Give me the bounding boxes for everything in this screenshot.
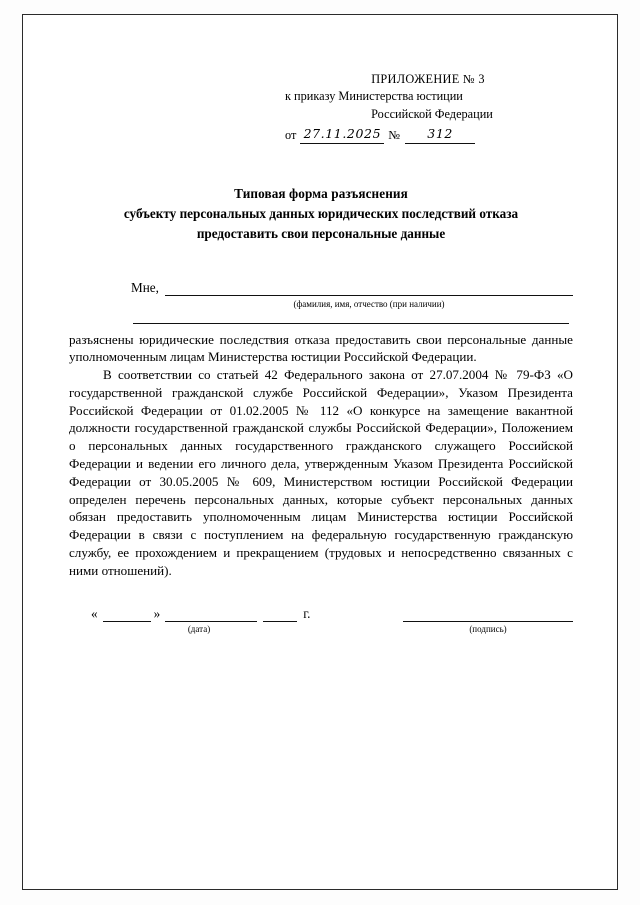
quote-open: «: [91, 605, 98, 621]
body-paragraph-1: разъяснены юридические последствия отказа предоставить свои персональные данные уполномоченным лицам Министерства юстиции Российской Федерации.: [69, 331, 573, 365]
fullname-input[interactable]: [165, 282, 573, 296]
secondary-rule: [133, 323, 569, 324]
quote-close: »: [153, 605, 161, 621]
signature-captions: [69, 624, 573, 634]
fullname-caption: (фамилия, имя, отчество (при наличии): [293, 298, 445, 309]
appendix-date-number-row: [277, 125, 573, 144]
title-line-3: предоставить свои персональные данные: [196, 225, 446, 241]
number-value[interactable]: 312: [405, 125, 475, 144]
body-paragraph-2: В соответствии со статьей 42 Федерального закона от 27.07.2004 № 79-ФЗ «О государственной гражданской службе Российской Федерации», Указом Президента Российской Федерации от 01.02.2005 № 112 «О конкурсе на замещение вакантной должности государственной гражданской службы Российской Федерации», Положением о персональных данных государственного гражданского служащего Российской Федерации и ведении его личного дела, утвержденным Указом Президента Российской Федерации от 30.05.2005 № 609, Министерством юстиции Российской Федерации определен перечень персональных данных, которые субъект персональных данных обязан предоставить уполномоченным лицам Министерства юстиции Российской Федерации в связи с поступлением на федеральную государственную гражданскую службу, ее прохождением и прекращением (трудовых и непосредственно связанных с ними отношений).: [69, 367, 573, 578]
year-suffix: г.: [303, 605, 311, 621]
title-line-2: субъекту персональных данных юридических последствий отказа: [123, 205, 519, 221]
caption-spacer: [297, 624, 403, 634]
document-title: [69, 184, 573, 243]
document-content: [69, 71, 573, 634]
number-label: №: [388, 127, 401, 142]
appendix-order-line2: Российской Федерации: [371, 106, 493, 121]
date-value[interactable]: 27.11.2025: [300, 125, 384, 144]
appendix-header: [277, 71, 573, 144]
signature-row: [69, 606, 573, 622]
document-sheet: [22, 14, 618, 890]
signature-caption: (подпись): [469, 623, 507, 634]
document-body: [69, 331, 573, 580]
fullname-field-row: [69, 280, 573, 296]
signature-input[interactable]: [403, 608, 573, 622]
title-line-1: Типовая форма разъяснения: [234, 186, 408, 202]
year-input[interactable]: [263, 621, 297, 622]
day-input[interactable]: [103, 621, 151, 622]
month-input[interactable]: [165, 621, 257, 622]
appendix-number: ПРИЛОЖЕНИЕ № 3: [371, 72, 485, 86]
date-caption: (дата): [187, 623, 211, 634]
fullname-label: Мне,: [131, 279, 159, 295]
appendix-order-line1: к приказу Министерства юстиции: [285, 89, 463, 104]
date-label: от: [285, 127, 297, 142]
